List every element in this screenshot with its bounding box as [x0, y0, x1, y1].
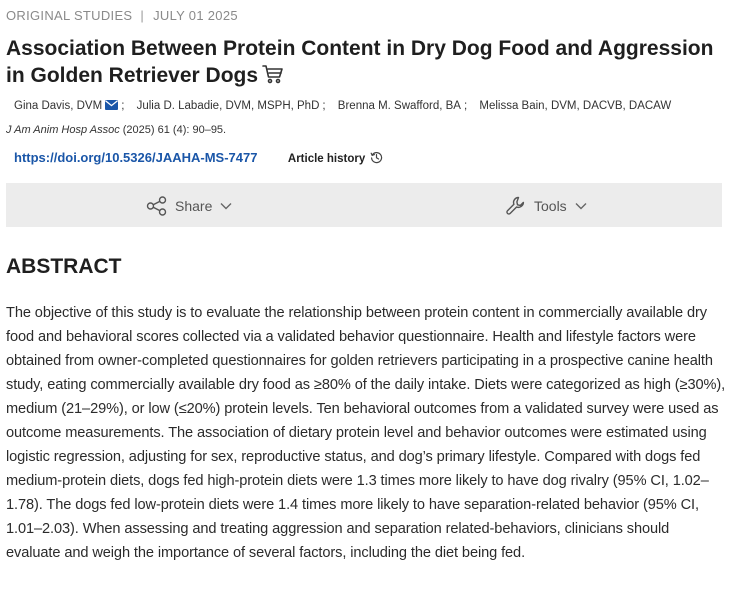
article-title — [6, 35, 724, 91]
author-name[interactable]: Julia D. Labadie, DVM, MSPH, PhD — [136, 100, 320, 112]
article-title-text: Association Between Protein Content in Dry Dog Food and Aggression in Golden Retriever Dogs — [6, 37, 714, 87]
author-list — [6, 98, 724, 115]
author-separator: ; — [121, 100, 125, 112]
article-category[interactable]: ORIGINAL STUDIES — [6, 8, 133, 23]
citation-details: (2025) 61 (4): 90–95. — [122, 124, 227, 136]
tools-label: Tools — [534, 198, 567, 215]
chevron-down-icon — [220, 202, 232, 210]
links-row — [6, 149, 724, 167]
author-1[interactable] — [137, 100, 320, 112]
abstract-heading: ABSTRACT — [6, 255, 122, 278]
tools-button[interactable] — [505, 183, 587, 227]
author-3[interactable] — [479, 100, 671, 112]
author-name[interactable]: Melissa Bain, DVM, DACVB, DACAW — [479, 100, 672, 112]
article-toolbar — [6, 183, 722, 227]
journal-name: J Am Anim Hosp Assoc — [6, 124, 120, 136]
author-0[interactable] — [14, 100, 118, 112]
article-history-label: Article history — [287, 153, 366, 165]
author-separator: ; — [463, 100, 468, 112]
chevron-down-icon — [575, 202, 587, 210]
meta-separator: | — [140, 8, 145, 23]
author-separator: ; — [322, 100, 326, 112]
cart-icon[interactable] — [262, 64, 284, 91]
abstract-text: The objective of this study is to evaluate the relationship between protein content in commercially available dry food and behavioral scores collected via a validated behavior questionnaire. Health and lifestyle factors were obtained from owner-completed questionnaires for golden retrievers participating in a prospective canine health study, eating commercially available dry food as ≥80% of the daily intake. Diets were categorized as high (≥30%), medium (21–29%), or low (≤20%) protein levels. Ten behavioral outcomes from a validated survey were used as outcome measurements. The association of dietary protein level and behavior outcomes were estimated using logistic regression, adjusting for sex, reproductive status, and dog’s primary lifestyle. Compared with dogs fed medium-protein diets, dogs fed high-protein diets were 1.3 times more likely to have dog rivalry (95% CI, 1.02–1.78). The dogs fed low-protein diets were 1.4 times more likely to have separation-related behavior (95% CI, 1.01–2.03). When assessing and treating aggression and separation related-behaviors, clinicians should evaluate and weigh the importance of several factors, including the diet being fed. — [6, 305, 726, 561]
publication-date: JULY 01 2025 — [153, 8, 238, 23]
author-name[interactable]: Gina Davis, DVM — [14, 100, 103, 112]
article-page — [6, 0, 724, 565]
author-name[interactable]: Brenna M. Swafford, BA — [337, 100, 461, 112]
share-label: Share — [175, 198, 213, 215]
doi-link[interactable]: https://doi.org/10.5326/JAAHA-MS-7477 — [14, 150, 258, 165]
article-history-button[interactable] — [288, 150, 383, 170]
history-clock-icon — [370, 151, 383, 170]
email-icon[interactable] — [105, 99, 118, 115]
share-button[interactable] — [146, 183, 232, 227]
article-meta — [6, 8, 724, 24]
wrench-icon — [505, 195, 527, 217]
citation — [6, 123, 724, 138]
author-2[interactable] — [338, 100, 461, 112]
share-icon — [146, 196, 168, 216]
